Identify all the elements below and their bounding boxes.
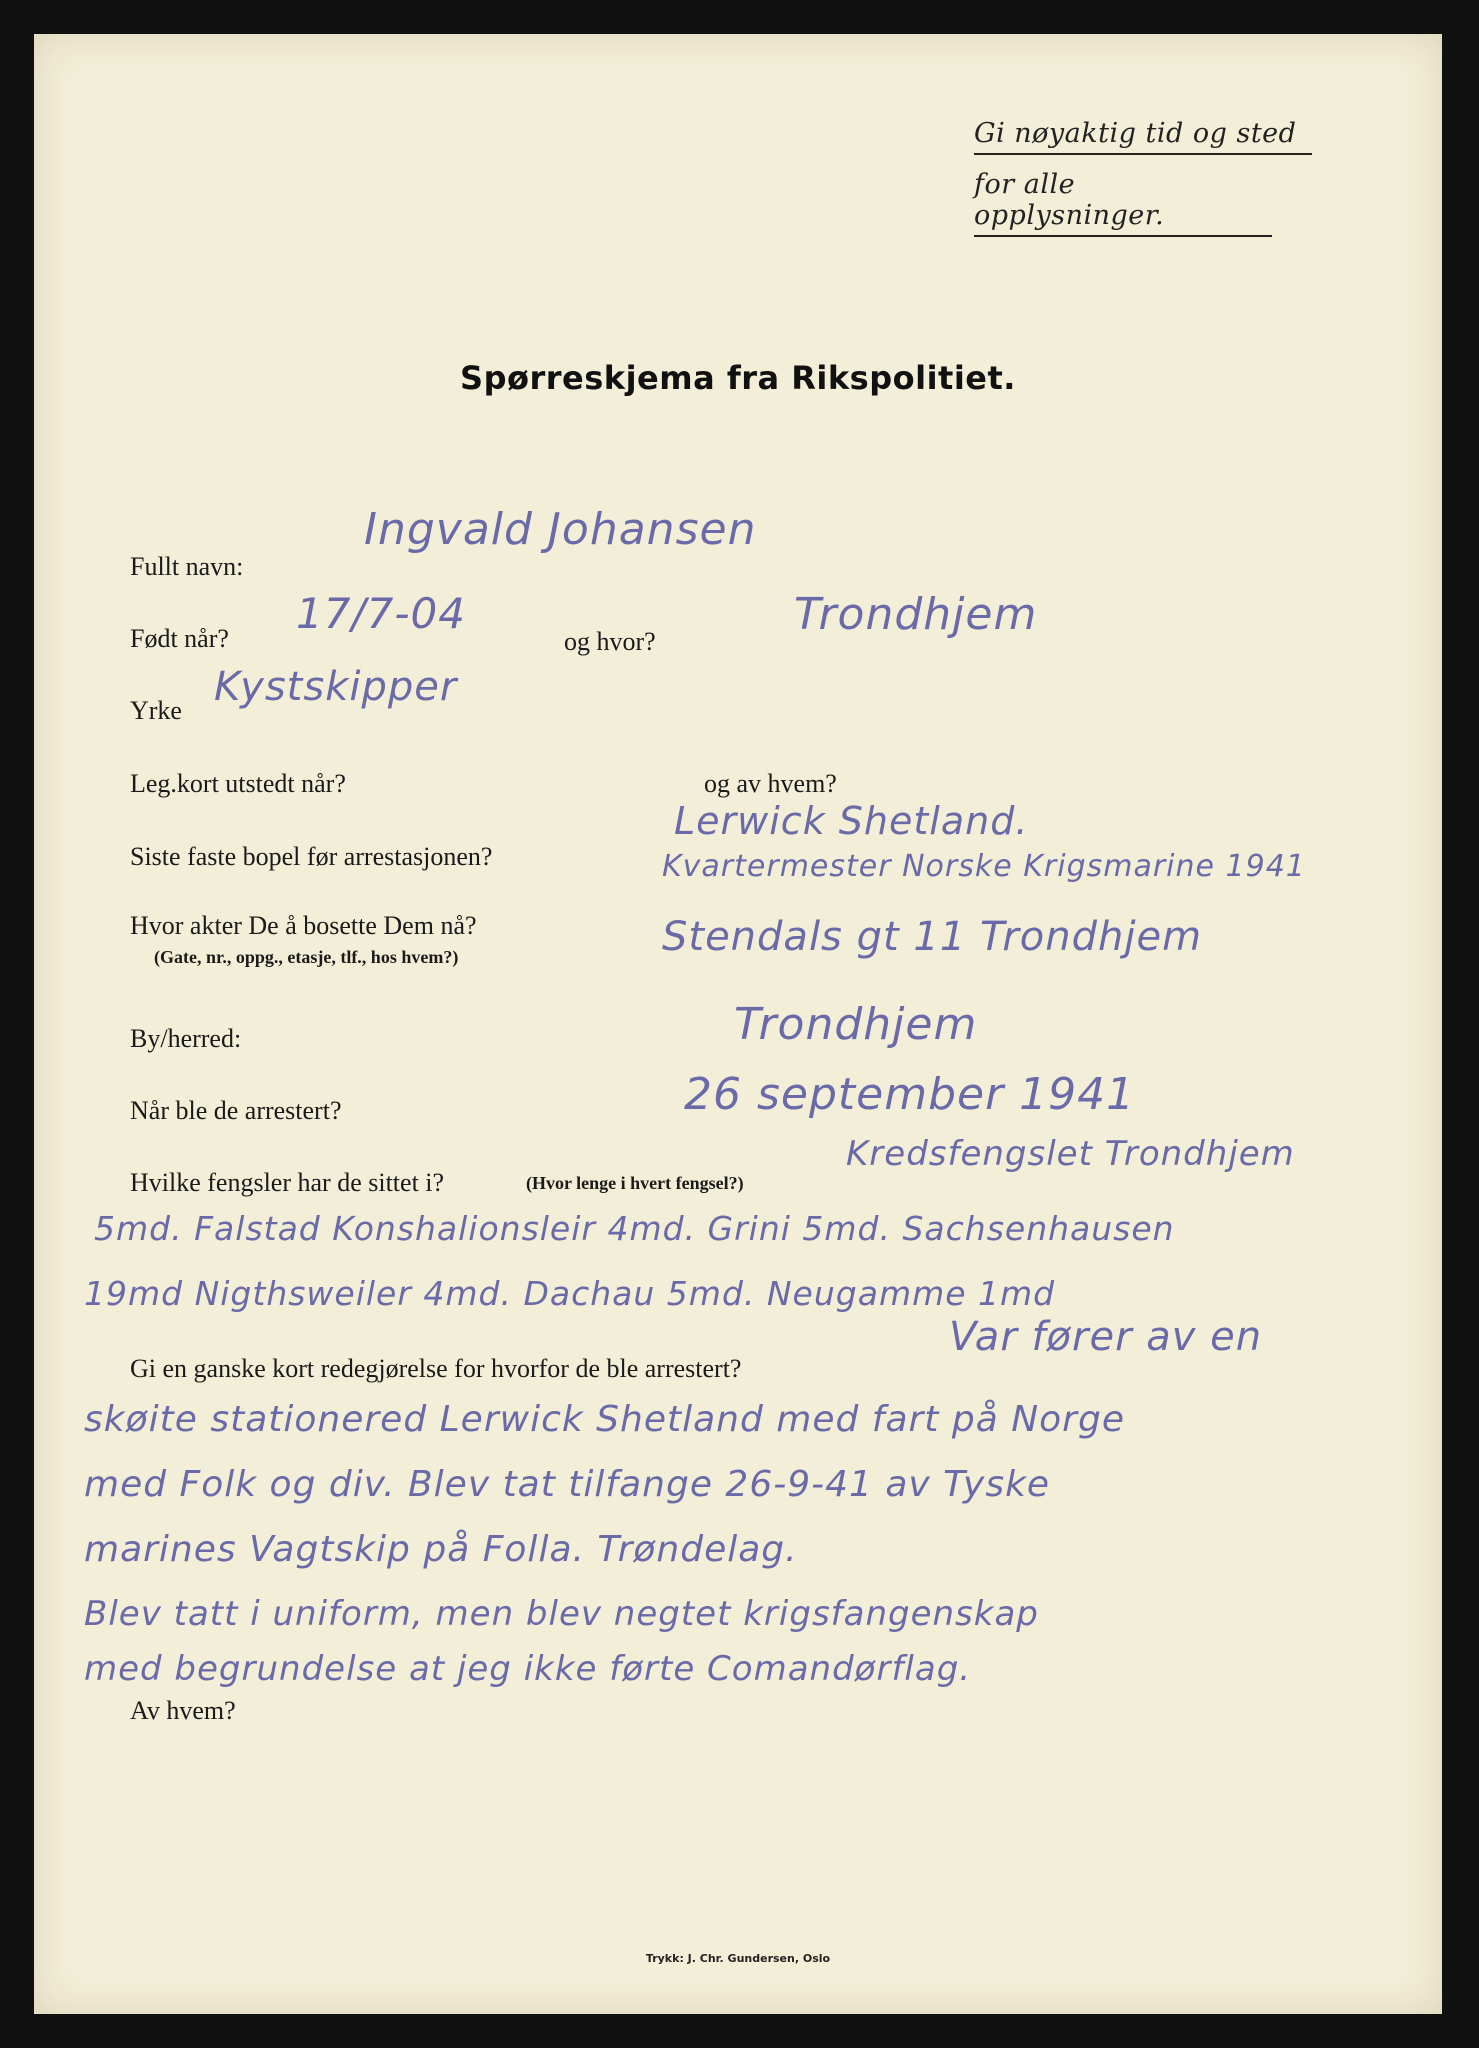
id-card-issuer-label: og av hvem? [704,769,837,798]
instruction-note [974,114,1312,247]
occupation-label: Yrke [130,696,182,725]
arrest-date-value: 26 september 1941 [684,1069,1136,1120]
arrest-date-label: Når ble de arrestert? [130,1096,342,1125]
reason-value-4: marines Vagtskip på Folla. Trøndelag. [84,1529,798,1570]
born-when-value: 17/7-04 [296,589,466,638]
reason-label: Gi en ganske kort redegjørelse for hvorfor de ble arrestert? [130,1354,742,1383]
reason-value-1: Var fører av en [949,1314,1263,1360]
id-card-issued-label: Leg.kort utstedt når? [130,769,346,798]
last-residence-value-2: Kvartermester Norske Krigsmarine 1941 [662,849,1306,884]
occupation-value: Kystskipper [214,664,458,710]
full-name-value: Ingvald Johansen [364,504,757,555]
born-where-label: og hvor? [564,627,656,656]
questionnaire-form [34,34,1442,2014]
born-where-value: Trondhjem [794,589,1038,640]
prisons-value-2: 5md. Falstad Konshalionsleir 4md. Grini 5md. Sachsenhausen [94,1209,1175,1248]
prisons-value-1: Kredsfengslet Trondhjem [846,1134,1295,1174]
born-when-label: Født når? [130,624,229,653]
full-name-label: Fullt navn: [130,552,244,581]
last-residence-label: Siste faste bopel før arrestasjonen? [130,842,493,871]
form-title: Spørreskjema fra Rikspolitiet. [460,359,1016,397]
last-residence-value-1: Lerwick Shetland. [674,799,1029,843]
future-residence-value: Stendals gt 11 Trondhjem [662,914,1203,960]
reason-value-5: Blev tatt i uniform, men blev negtet krigsfangenskap [84,1594,1039,1634]
reason-value-3: med Folk og div. Blev tat tilfange 26-9-41 av Tyske [84,1464,1051,1505]
arrested-by-label: Av hvem? [130,1696,236,1725]
municipality-value: Trondhjem [734,999,978,1050]
municipality-label: By/herred: [130,1024,242,1053]
prisons-value-3: 19md Nigthsweiler 4md. Dachau 5md. Neugamme 1md [84,1274,1056,1313]
future-residence-sublabel: (Gate, nr., oppg., etasje, tlf., hos hvem?) [154,947,459,967]
instruction-line-2: for alle opplysninger. [974,165,1272,237]
future-residence-label: Hvor akter De å bosette Dem nå? [130,911,477,940]
prisons-label: Hvilke fengsler har de sittet i? [130,1168,445,1197]
reason-value-2: skøite stationered Lerwick Shetland med fart på Norge [84,1399,1125,1440]
prisons-sublabel: (Hvor lenge i hvert fengsel?) [526,1173,744,1193]
printer-imprint: Trykk: J. Chr. Gundersen, Oslo [645,1952,831,1965]
instruction-line-1: Gi nøyaktig tid og sted [974,114,1312,155]
reason-value-6: med begrundelse at jeg ikke førte Comandørflag. [84,1649,972,1689]
